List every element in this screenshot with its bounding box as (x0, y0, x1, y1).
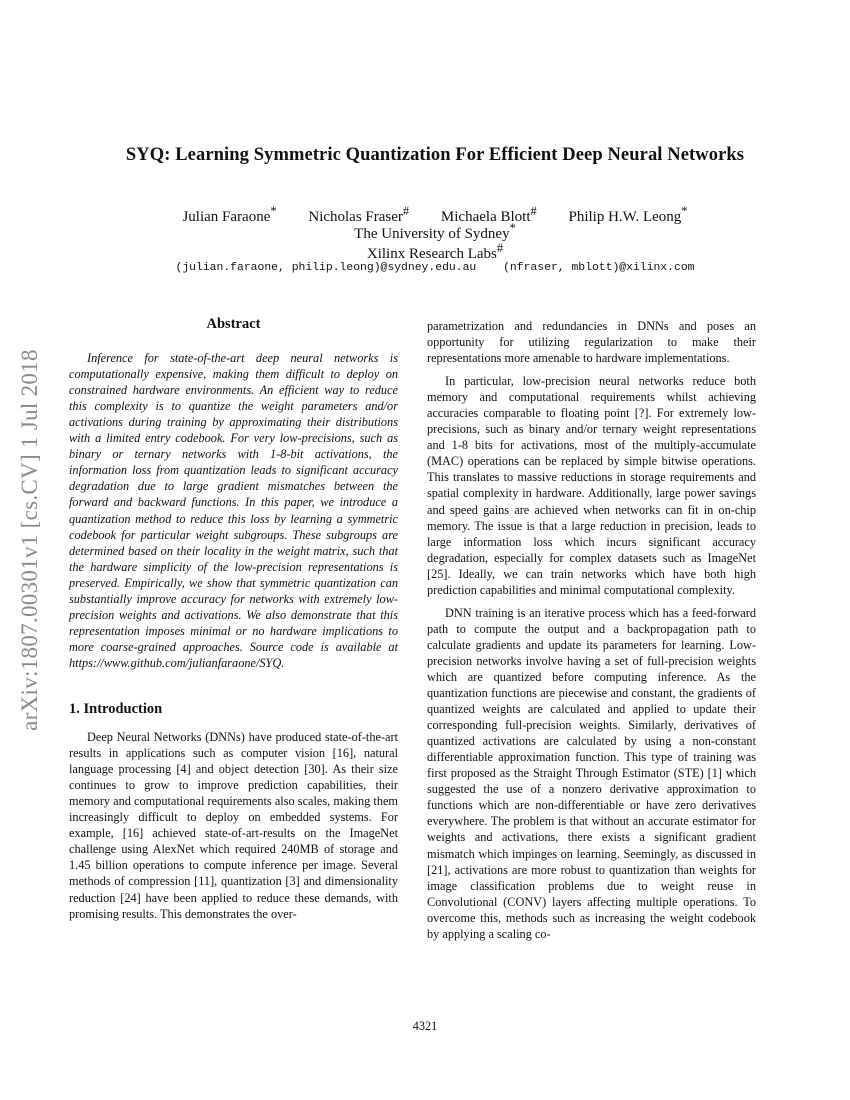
email: (nfraser, mblott)@xilinx.com (503, 262, 695, 274)
right-column (427, 318, 756, 942)
affiliation: The University of Sydney* (354, 221, 516, 242)
body-paragraph: DNN training is an iterative process which has a feed-forward path to compute the output and a backpropagation path to calculate gradients and update its parameters for learning. Low-precision networks involve having a set of full-precision weights which are quantized before computing inference. As the quantization functions are piecewise and constant, the gradients of quantized weights are calculated and applied to update their corresponding full-precision weights. Similarly, derivatives of quantized activations are calculated by using a non-constant differentiable approximation function. This type of training was first proposed as the Straight Through Estimator (STE) [1] which suggested the use of a nonzero derivative approximation to functions which are non-differentiable or have zero derivatives everywhere. The problem is that without an accurate estimator for weights and activations, there exists a significant gradient mismatch which impinges on learning. Seemingly, as discussed in [21], activations are more robust to quantization than weights for image classification problems due to weight reuse in Convolutional (CONV) layers affecting multiple operations. To overcome this, methods such as increasing the weight codebook by applying a scaling co- (427, 605, 756, 941)
author-emails (60, 262, 810, 274)
affiliation: Xilinx Research Labs# (366, 241, 504, 262)
email: (julian.faraone, philip.leong)@sydney.edu.au (175, 262, 477, 274)
author: Julian Faraone* (182, 204, 277, 225)
body-paragraph: In particular, low-precision neural networks reduce both memory and computational requirements whilst achieving accuracies comparable to floating point [?]. For extremely low-precisions, such as binary and/or ternary weight representations and 1-8 bits for activations, most of the multiply-accumulate (MAC) operations can be replaced by simple bitwise operations. This translates to massive reductions in storage requirements and spatial complexity in hardware. Additionally, large power savings and speed gains are achieved when networks can fit in on-chip memory. The issue is that a large reduction in precision, leads to large information loss which incurs significant accuracy degradation, especially for complex datasets such as ImageNet [25]. Ideally, we can train networks which have both high prediction capabilities and minimal computational complexity. (427, 374, 756, 597)
author: Michaela Blott# (440, 204, 537, 225)
arxiv-sidebar-stamp (10, 305, 50, 775)
paper-title: SYQ: Learning Symmetric Quantization For Efficient Deep Neural Networks (125, 145, 745, 165)
author: Philip H.W. Leong* (568, 204, 688, 225)
arxiv-identifier: arXiv:1807.00301v1 [cs.CV] 1 Jul 2018 (17, 349, 42, 731)
abstract-heading: Abstract (206, 316, 261, 332)
section-heading: 1. Introduction (69, 700, 163, 717)
abstract-text: Inference for state-of-the-art deep neural networks is computationally expensive, making them difficult to deploy on constrained hardware environments. An efficient way to reduce this complexity is to quantize the weight parameters and/or activations during training by approximating their distributions with a limited entry codebook. For very low-precisions, such as binary or ternary networks with 1-8-bit activations, the information loss from quantization leads to significant accuracy degradation due to large gradient mismatches between the forward and backward functions. In this paper, we introduce a quantization method to reduce this loss by learning a symmetric codebook for particular weight subgroups. These subgroups are determined based on their locality in the weight matrix, such that the hardware simplicity of the low-precision representations is preserved. Empirically, we show that symmetric quantization can substantially improve accuracy for networks with extremely low-precision weights and activations. We also demonstrate that this representation imposes minimal or no hardware implications to more coarse-grained approaches. Source code is available at https://www.github.com/julianfaraone/SYQ. (69, 351, 398, 670)
intro-paragraph: Deep Neural Networks (DNNs) have produced state-of-the-art results in applications such as computer vision [16], natural language processing [4] and object detection [30]. As their size continues to grow to improve prediction capabilities, their memory and computational requirements also scales, making them increasingly difficult to deploy on embedded systems. For example, [16] achieved state-of-art-results on the ImageNet challenge using AlexNet which required 240MB of storage and 1.45 billion operations to compute inference per image. Several methods of compression [11], quantization [3] and dimensionality reduction [24] have been applied to reduce these demands, with promising results. This demonstrates the over- (69, 730, 398, 921)
author: Nicholas Fraser# (308, 204, 410, 225)
left-column (69, 316, 398, 922)
body-paragraph: parametrization and redundancies in DNNs and poses an opportunity for utilizing regularization to make their representations more amenable to hardware implementations. (427, 319, 756, 366)
page-number: 4321 (412, 1019, 438, 1033)
